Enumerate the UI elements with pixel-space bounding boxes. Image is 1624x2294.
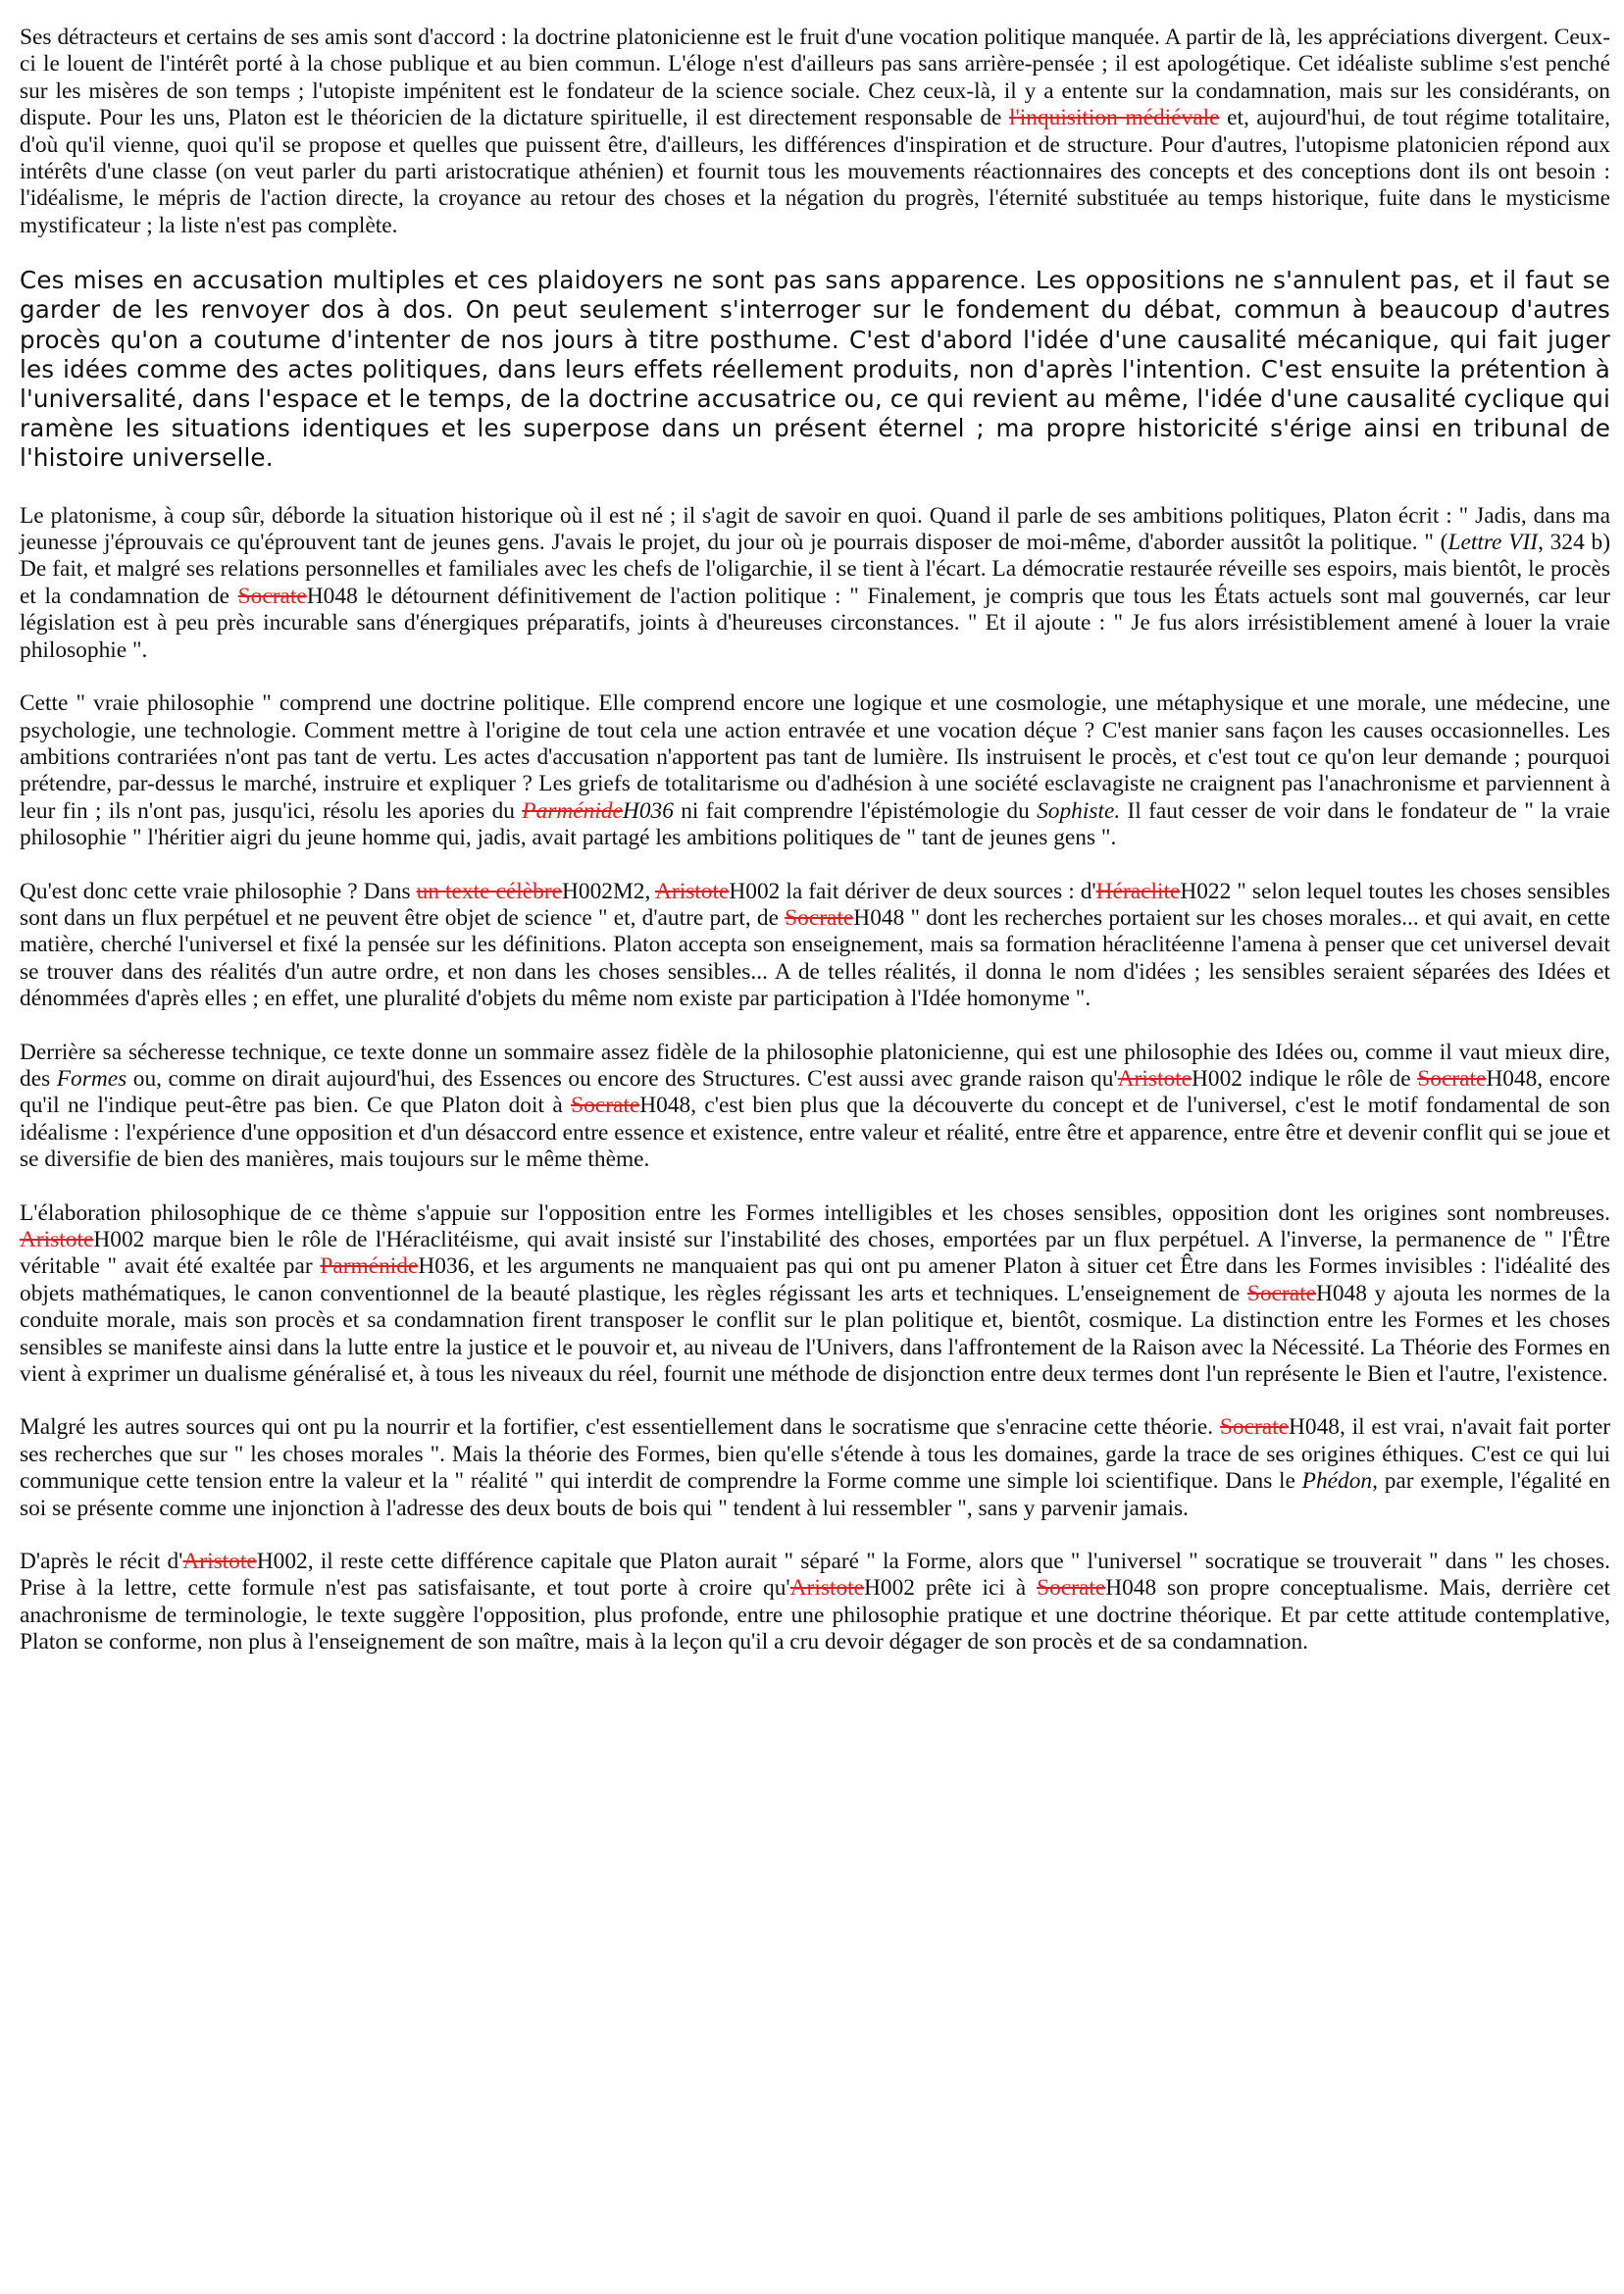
text-run: Qu'est donc cette vraie philosophie ? Dans bbox=[20, 878, 417, 904]
text-run: H002M2, bbox=[562, 878, 656, 904]
paragraph bbox=[20, 690, 1610, 851]
paragraph bbox=[20, 1414, 1610, 1522]
text-run: Derrière sa sécheresse technique, ce texte donne un sommaire assez fidèle de la philosophie platonicienne, qui est une philosophie des Idées ou, comme il vaut mieux dire, des bbox=[20, 1039, 1610, 1092]
text-run: H022 " selon lequel toutes les choses sensibles sont dans un flux perpétuel et ne peuvent être objet de science " et, d'autre part, de bbox=[20, 878, 1610, 931]
paragraph bbox=[20, 879, 1610, 1013]
text-run: Le platonisme, à coup sûr, déborde la situation historique où il est né ; il s'agit de savoir en quoi. Quand il parle de ses ambitions politiques, Platon écrit : " Jadis, dans ma jeunesse j'éprouvais ce qu'éprouvent tant de jeunes gens. J'avais le projet, du jour où je pourrais disposer de moi-même, d'aborder aussitôt la politique. " ( bbox=[20, 502, 1610, 556]
text-run: H002 indique le rôle de bbox=[1192, 1065, 1418, 1092]
text-run: H048 son propre conceptualisme. Mais, derrière cet anachronisme de terminologie, le texte suggère l'opposition, plus profonde, entre une philosophie pratique et une doctrine théorique. Et par cette attitude contemplative, Platon se conforme, non plus à l'enseignement de son maître, mais à la leçon qu'il a cru devoir dégager de son procès et de sa condamnation. bbox=[20, 1575, 1610, 1656]
text-run: et, aujourd'hui, de tout régime totalitaire, d'où qu'il vienne, quoi qu'il se propose et quelles que puissent être, d'ailleurs, les différences d'inspiration et de structure. Pour d'autres, l'utopisme platonicien répond aux intérêts d'une classe (on veut parler du parti aristocratique athénien) et fournit tous les mouvements réactionnaires des concepts et des conceptions dont ils ont besoin : l'idéalisme, le mépris de l'action directe, la croyance au retour des choses et la négation du progrès, l'éternité substituée au temps historique, fuite dans le mysticisme mystificateur ; la liste n'est pas complète. bbox=[20, 105, 1610, 238]
text-run: Malgré les autres sources qui ont pu la nourrir et la fortifier, c'est essentiellement dans le socratisme que s'enracine cette théorie. bbox=[20, 1414, 1220, 1441]
text-run: L'élaboration philosophique de ce thème s'appuie sur l'opposition entre les Formes intelligibles et les choses sensibles, opposition dont les origines sont nombreuses. bbox=[20, 1199, 1610, 1226]
struck-term: Socrate bbox=[1219, 1414, 1289, 1441]
text-run: D'après le récit d' bbox=[20, 1549, 183, 1575]
text-run: H002 marque bien le rôle de l'Héraclitéisme, qui avait insisté sur l'instabilité des choses, emportées par un flux perpétuel. A l'inverse, la permanence de " l'Être véritable " avait été exaltée par bbox=[20, 1227, 1610, 1280]
paragraph bbox=[20, 266, 1610, 473]
text-run: H048, il est vrai, n'avait fait porter ses recherches que sur " les choses morales ". Mais la théorie des Formes, bien qu'elle s'étende à tous les domaines, garde la trace de ses origines éthiques. C'est ce qui lui communique cette tension entre la valeur et la " réalité " qui interdit de comprendre la Forme comme une simple loi scientifique. Dans le bbox=[20, 1414, 1610, 1495]
struck-term: Aristote bbox=[20, 1227, 94, 1253]
struck-term: Socrate bbox=[237, 583, 307, 609]
struck-term: Socrate bbox=[1417, 1065, 1487, 1092]
italic-title: Sophiste. bbox=[1037, 797, 1121, 824]
struck-term: l'inquisition médiévale bbox=[1009, 105, 1220, 131]
struck-term: Aristote bbox=[1117, 1065, 1193, 1092]
text-run: H048, encore qu'il ne l'indique peut-être pas bien. Ce que Platon doit à bbox=[20, 1065, 1611, 1119]
text-run: H048 le détournent définitivement de l'action politique : " Finalement, je compris que tous les États actuels sont mal gouvernés, car leur législation est à peu près incurable sans d'énergiques préparatifs, joints à d'heureuses circonstances. " Et il ajoute : " Je fus alors irrésistiblement amené à louer la vraie philosophie ". bbox=[20, 583, 1610, 663]
text-run: Cette " vraie philosophie " comprend une doctrine politique. Elle comprend encore une logique et une cosmologie, une métaphysique et une morale, une médecine, une psychologie, une technologie. Comment mettre à l'origine de tout cela une action entravée et une vocation déçue ? C'est manier sans façon les causes occasionnelles. Les ambitions contrariées n'ont pas tant de vertu. Les actes d'accusation n'apportent pas tant de lumière. Ils instruisent le procès, et c'est tout ce qu'on leur demande ; pourquoi prétendre, par-dessus le marché, instruire et expliquer ? Les griefs de totalitarisme ou d'adhésion à une société esclavagiste ne craignent pas l'anachronisme et parviennent à leur fin ; ils n'ont pas, jusqu'ici, résolu les apories du bbox=[20, 690, 1610, 824]
italic-title: H036 bbox=[622, 797, 674, 824]
text-run: Ces mises en accusation multiples et ces plaidoyers ne sont pas sans apparence. Les oppositions ne s'annulent pas, et il faut se garder de les renvoyer dos à dos. On peut seulement s'interroger sur le fondement du débat, commun à beaucoup d'autres procès qu'on a coutume d'intenter de nos jours à titre posthume. C'est d'abord l'idée d'une causalité mécanique, qui fait juger les idées comme des actes politiques, dans leurs effets réellement produits, non d'après l'intention. C'est ensuite la prétention à l'universalité, dans l'espace et le temps, de la doctrine accusatrice ou, ce qui revient au même, l'idée d'une causalité cyclique qui ramène les situations identiques et les superpose dans un présent éternel ; ma propre historicité s'érige ainsi en tribunal de l'histoire universelle. bbox=[20, 266, 1610, 473]
text-run: H048 " dont les recherches portaient sur les choses morales... et qui avait, en cette matière, cherché l'universel et fixé la pensée sur les définitions. Platon accepta son enseignement, mais sa formation héraclitéenne l'amena à penser que cet universel devait se trouver dans des réalités d'un autre ordre, et non dans les choses sensibles... A de telles réalités, il donna le nom d'idées ; les sensibles seraient séparées des Idées et dénommées d'après elles ; en effet, une pluralité d'objets du même nom existe par participation à l'Idée homonyme ". bbox=[20, 904, 1610, 1012]
paragraph bbox=[20, 1040, 1610, 1174]
text-run: Il faut cesser de voir dans le fondateur de " la vraie philosophie " l'héritier aigri du jeune homme qui, jadis, avait partagé les ambitions politiques de " tant de jeunes gens ". bbox=[20, 797, 1610, 851]
text-run: H002, il reste cette différence capitale que Platon aurait " séparé " la Forme, alors que " l'universel " socratique se trouverait " dans " les choses. Prise à la lettre, cette formule n'est pas satisfaisante, et tout porte à croire qu' bbox=[20, 1549, 1610, 1602]
struck-term: Socrate bbox=[785, 904, 854, 931]
struck-term: Aristote bbox=[789, 1575, 865, 1602]
text-run: par exemple, l'égalité en soi se présente comme une injonction à l'adresse des deux bouts de bois qui " tendent à lui ressembler ", sans y parvenir jamais. bbox=[20, 1468, 1610, 1521]
struck-term: un texte célèbre bbox=[416, 878, 562, 904]
struck-term: Aristote bbox=[182, 1549, 257, 1575]
struck-term: Parménide bbox=[522, 797, 623, 824]
text-run: H002 prête ici à bbox=[864, 1575, 1038, 1602]
italic-title: Formes bbox=[56, 1065, 127, 1092]
text-run: ou, comme on dirait aujourd'hui, des Essences ou encore des Structures. C'est aussi avec grande raison qu' bbox=[127, 1065, 1118, 1092]
struck-term: Héraclite bbox=[1095, 878, 1181, 904]
struck-term: Socrate bbox=[1246, 1280, 1316, 1306]
struck-term: Parménide bbox=[320, 1253, 419, 1280]
text-run: ni fait comprendre l'épistémologie du bbox=[673, 797, 1038, 824]
text-run: Ses détracteurs et certains de ses amis sont d'accord : la doctrine platonicienne est le fruit d'une vocation politique manquée. A partir de là, les appréciations divergent. Ceux-ci le louent de l'intérêt porté à la chose publique et au bien commun. L'éloge n'est d'ailleurs pas sans arrière-pensée ; il est apologétique. Cet idéaliste sublime s'est penché sur les misères de son temps ; l'utopiste impénitent est le fondateur de la science sociale. Chez ceux-là, il y a entente sur la condamnation, mais sur les considérants, on dispute. Pour les uns, Platon est le théoricien de la dictature spirituelle, il est directement responsable de bbox=[20, 25, 1610, 131]
paragraph bbox=[20, 25, 1610, 239]
struck-term: Socrate bbox=[571, 1093, 640, 1119]
text-run: , 324 b) De fait, et malgré ses relations personnelles et familiales avec les chefs de l'oligarchie, il se tient à l'écart. La démocratie restaurée réveille ses espoirs, mais bientôt, le procès et la condamnation de bbox=[20, 530, 1611, 609]
paragraph bbox=[20, 1549, 1610, 1657]
struck-term: Aristote bbox=[655, 878, 730, 904]
text-run: H048, c'est bien plus que la découverte du concept et de l'universel, c'est le motif fondamental de son idéalisme : l'expérience d'une opposition et d'un désaccord entre essence et existence, entre valeur et réalité, entre être et apparence, entre être et devenir conflit qui se joue et se diversifie de bien des manières, mais toujours sur le même thème. bbox=[20, 1093, 1611, 1173]
text-run: H002 la fait dériver de deux sources : d' bbox=[729, 878, 1096, 904]
paragraph bbox=[20, 1200, 1610, 1389]
text-run: H048 y ajouta les normes de la conduite morale, mais son procès et sa condamnation firent transposer le conflit sur le plan politique et, bientôt, cosmique. La distinction entre les Formes et les choses sensibles se manifeste ainsi dans la lutte entre la justice et le pouvoir et, au niveau de l'Univers, dans l'affrontement de la Raison avec la Nécessité. La Théorie des Formes en vient à exprimer un dualisme généralisé et, à tous les niveaux du réel, fournit une méthode de disjonction entre deux termes dont l'un représente le Bien et l'autre, l'existence. bbox=[20, 1280, 1611, 1388]
paragraph bbox=[20, 503, 1610, 664]
struck-term: Socrate bbox=[1037, 1575, 1106, 1602]
italic-title: Lettre VII bbox=[1447, 530, 1539, 556]
text-run: H036, et les arguments ne manquaient pas qui ont pu amener Platon à situer cet Être dans les Formes invisibles : l'idéalité des objets mathématiques, le canon conventionnel de la beauté plastique, les règles régissant les arts et techniques. L'enseignement de bbox=[20, 1253, 1610, 1306]
italic-title: Phédon, bbox=[1301, 1468, 1378, 1495]
document-page bbox=[20, 25, 1610, 1683]
